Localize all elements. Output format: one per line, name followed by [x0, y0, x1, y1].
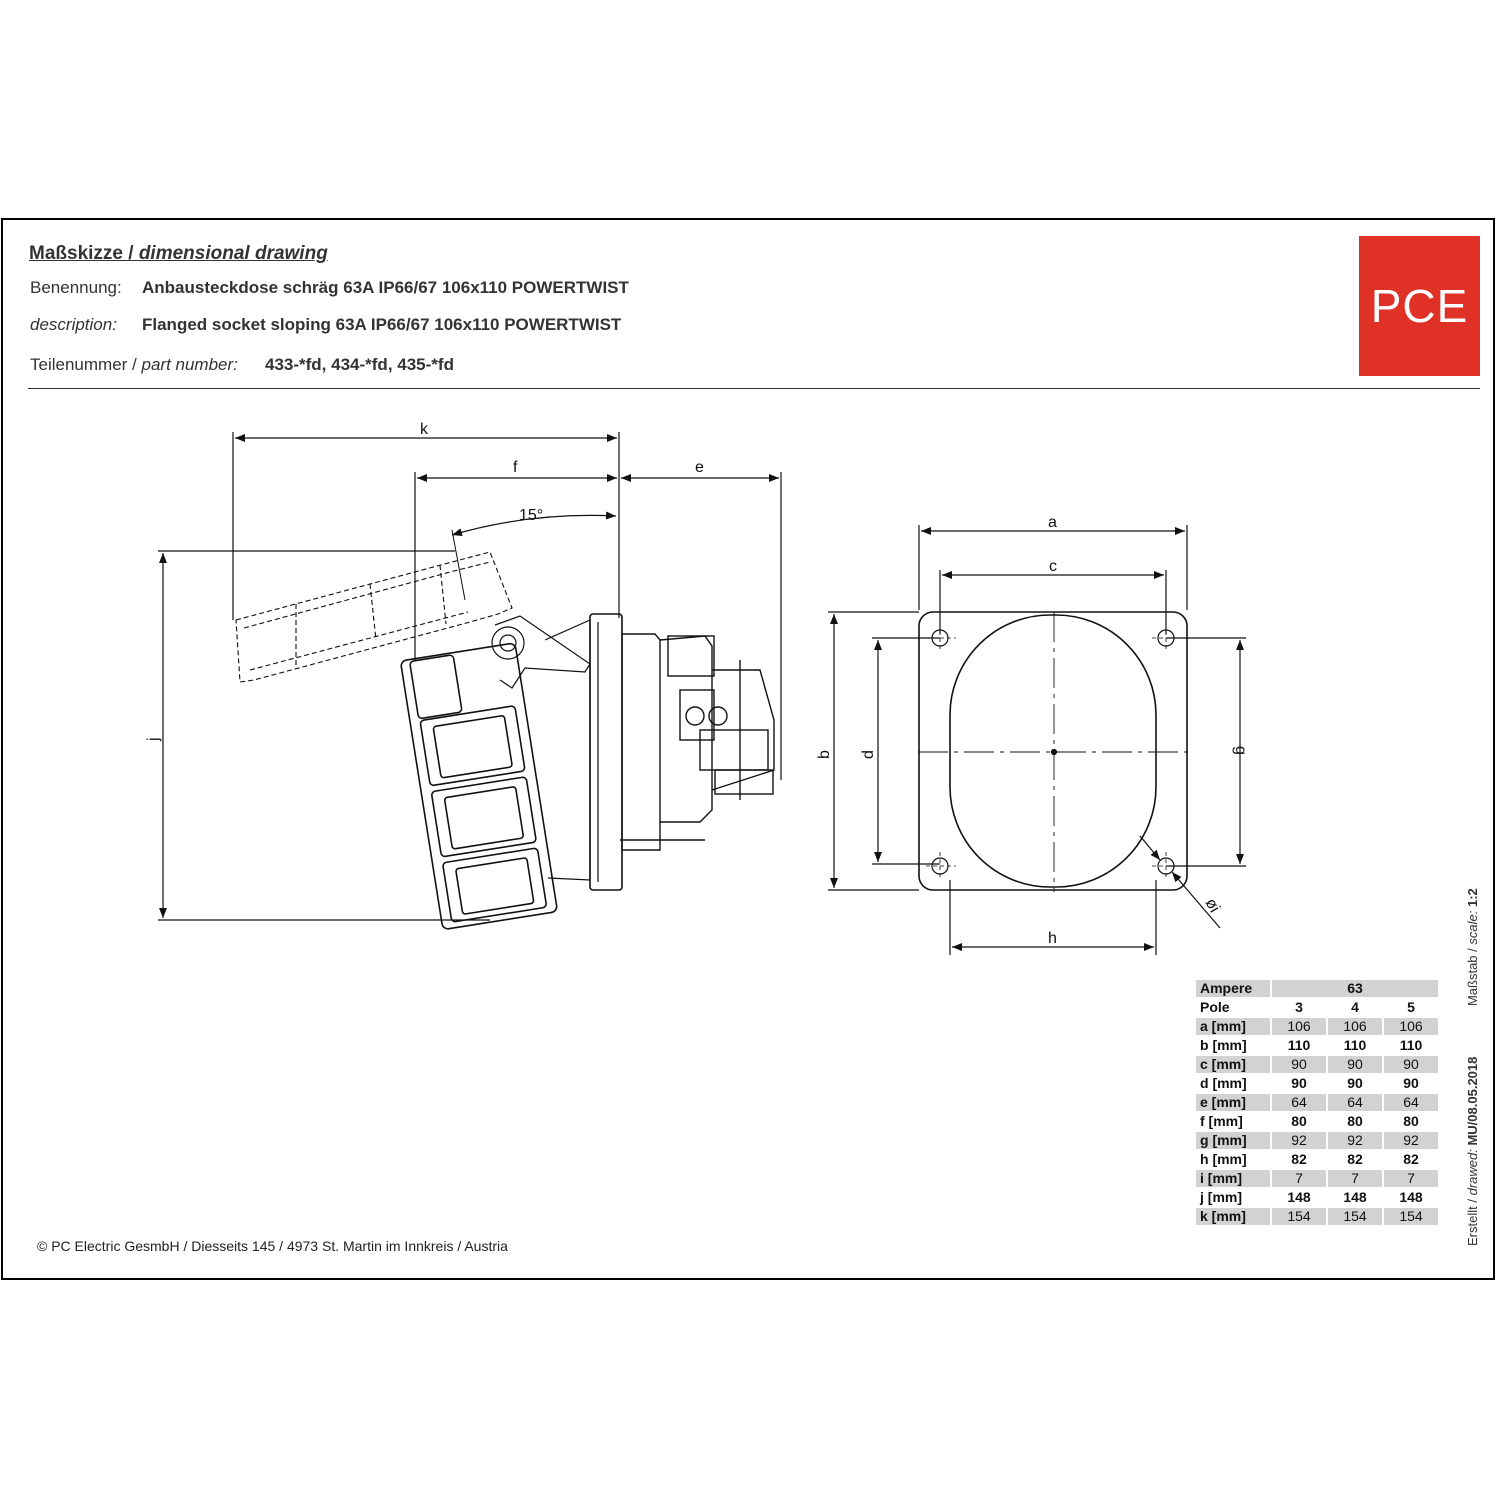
- cell: 148: [1287, 1189, 1311, 1205]
- terminal-box: [620, 634, 774, 850]
- cell: 154: [1328, 1208, 1382, 1225]
- cell: 64: [1328, 1094, 1382, 1111]
- flange: [590, 614, 622, 890]
- created-label: Erstellt /: [1465, 1199, 1480, 1246]
- part-number-label: Teilenummer / part number:: [30, 355, 238, 374]
- dim-g-label: g: [1232, 746, 1249, 755]
- table-row: [1196, 1189, 1438, 1206]
- cell: 154: [1384, 1208, 1438, 1225]
- cell: 80: [1403, 1113, 1419, 1129]
- cell: 92: [1328, 1132, 1382, 1149]
- cell: 106: [1384, 1018, 1438, 1035]
- hinged-cover: [236, 552, 512, 682]
- cell: 90: [1328, 1056, 1382, 1073]
- row-label: a [mm]: [1196, 1018, 1270, 1035]
- table-row: [1196, 1132, 1438, 1149]
- dim-j-label: j: [145, 737, 162, 741]
- row-label: k [mm]: [1196, 1208, 1270, 1225]
- cell: 82: [1291, 1151, 1307, 1167]
- part-number-value: 433-*fd, 434-*fd, 435-*fd: [265, 355, 454, 374]
- cell: 82: [1403, 1151, 1419, 1167]
- cell: 64: [1272, 1094, 1326, 1111]
- logo-text: PCE: [1370, 280, 1469, 332]
- cell: 90: [1347, 1075, 1363, 1091]
- pole-value: 5: [1407, 999, 1415, 1015]
- front-view: [828, 525, 1246, 955]
- table-row: [1196, 1208, 1438, 1225]
- row-label: b [mm]: [1200, 1037, 1247, 1053]
- pole-value: 4: [1351, 999, 1359, 1015]
- name-value: Anbausteckdose schräg 63A IP66/67 106x110 POWERTWIST: [142, 278, 629, 297]
- table-row: [1196, 1094, 1438, 1111]
- dim-c-label: c: [1049, 558, 1057, 575]
- cell: 106: [1272, 1018, 1326, 1035]
- cell: 92: [1272, 1132, 1326, 1149]
- drawing-title: Maßskizze / dimensional drawing: [29, 243, 328, 264]
- table-row: [1196, 1056, 1438, 1073]
- cell: 90: [1403, 1075, 1419, 1091]
- drawing-metadata: [1465, 888, 1480, 1246]
- socket-body: [400, 643, 557, 930]
- cell: 64: [1384, 1094, 1438, 1111]
- cell: 82: [1347, 1151, 1363, 1167]
- table-row-pole: [1196, 999, 1438, 1016]
- dim-a-label: a: [1048, 514, 1057, 531]
- cell: 148: [1399, 1189, 1423, 1205]
- cell: 110: [1343, 1037, 1367, 1053]
- ampere-label: Ampere: [1196, 980, 1270, 997]
- row-label: d [mm]: [1200, 1075, 1247, 1091]
- row-label: j [mm]: [1200, 1189, 1242, 1205]
- row-label: c [mm]: [1196, 1056, 1270, 1073]
- dim-k-label: k: [420, 421, 428, 438]
- side-view: [158, 432, 781, 930]
- created-label-en: drawed:: [1465, 1149, 1480, 1196]
- cell: 90: [1291, 1075, 1307, 1091]
- cell: 7: [1328, 1170, 1382, 1187]
- cell: 154: [1272, 1208, 1326, 1225]
- dim-b-label: b: [816, 750, 833, 759]
- table-row: [1196, 1018, 1438, 1035]
- table-row: [1196, 1170, 1438, 1187]
- cell: 80: [1291, 1113, 1307, 1129]
- cell: 148: [1343, 1189, 1367, 1205]
- row-label: h [mm]: [1200, 1151, 1247, 1167]
- row-label: g [mm]: [1196, 1132, 1270, 1149]
- pole-value: 3: [1295, 999, 1303, 1015]
- table-row: [1196, 1113, 1438, 1130]
- scale-value: 1:2: [1465, 888, 1480, 908]
- scale-label: Maßstab /: [1465, 948, 1480, 1007]
- table-row: [1196, 1151, 1438, 1168]
- table-row: [1196, 1075, 1438, 1092]
- dim-h-label: h: [1048, 930, 1057, 947]
- row-label: e [mm]: [1196, 1094, 1270, 1111]
- dimension-table: [1194, 978, 1440, 1227]
- row-label: i [mm]: [1196, 1170, 1270, 1187]
- cell: 92: [1384, 1132, 1438, 1149]
- scale-label-en: scale:: [1465, 910, 1480, 945]
- cell: 110: [1399, 1037, 1423, 1053]
- dim-e-label: e: [695, 459, 704, 476]
- cell: 80: [1347, 1113, 1363, 1129]
- cell: 106: [1328, 1018, 1382, 1035]
- dim-i-label: øi: [1201, 895, 1223, 916]
- cell: 7: [1272, 1170, 1326, 1187]
- cell: 110: [1287, 1037, 1311, 1053]
- dim-angle-label: 15°: [519, 507, 544, 524]
- ampere-value: 63: [1272, 980, 1438, 997]
- row-label: f [mm]: [1200, 1113, 1243, 1129]
- table-row-ampere: [1196, 980, 1438, 997]
- copyright-footer: © PC Electric GesmbH / Diesseits 145 / 4973 St. Martin im Innkreis / Austria: [37, 1238, 508, 1254]
- created-value: MU/08.05.2018: [1465, 1056, 1480, 1146]
- cell: 90: [1384, 1056, 1438, 1073]
- dim-f-label: f: [513, 459, 518, 476]
- name-label: Benennung:: [30, 278, 122, 297]
- cell: 7: [1384, 1170, 1438, 1187]
- dim-d-label: d: [860, 750, 877, 759]
- pole-label: Pole: [1200, 999, 1230, 1015]
- description-value: Flanged socket sloping 63A IP66/67 106x110 POWERTWIST: [142, 315, 622, 334]
- cell: 90: [1272, 1056, 1326, 1073]
- description-label: description:: [30, 315, 117, 334]
- hinge: [492, 627, 524, 659]
- table-row: [1196, 1037, 1438, 1054]
